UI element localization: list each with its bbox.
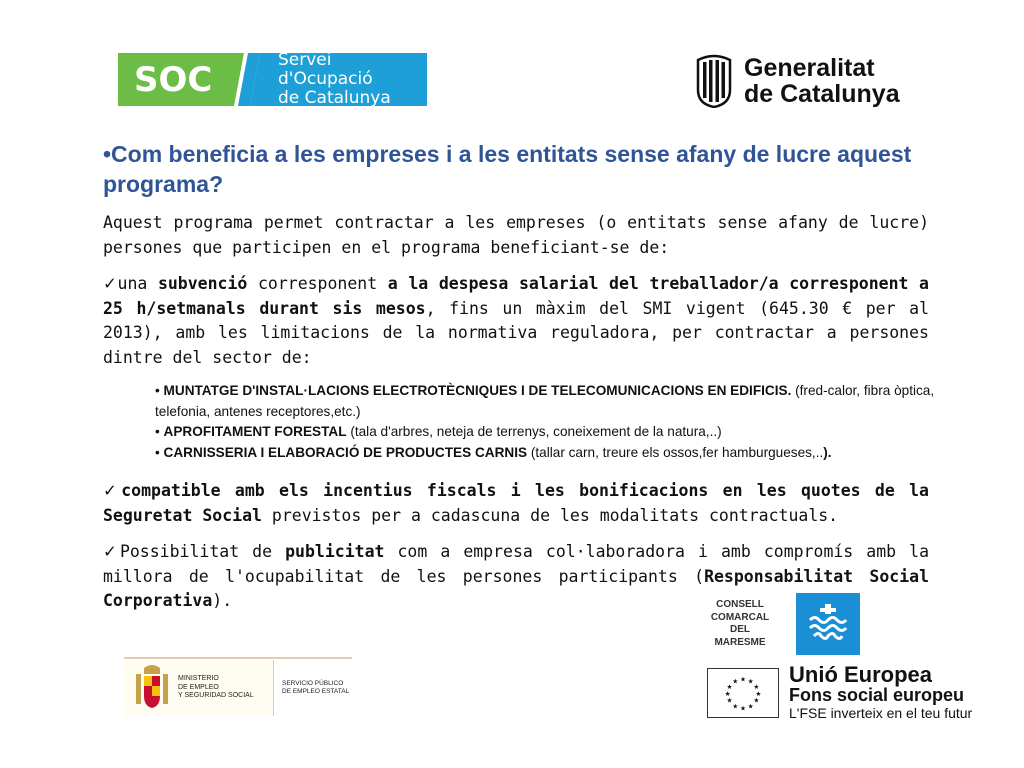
svg-text:★: ★ [753, 682, 760, 691]
sector-item [155, 443, 935, 464]
svg-text:★: ★ [755, 689, 762, 698]
sector-bullet: • [155, 424, 164, 439]
sepe-line2: DE EMPLEO ESTATAL [282, 688, 350, 695]
sector-detail: (fred-calor, fibra òptica, telefonia, antenes receptores,etc.) [155, 383, 935, 419]
sector-name: MUNTATGE D'INSTAL·LACIONS ELECTROTÈCNIQUES I DE TELECOMUNICACIONS EN EDIFICIS. [163, 383, 792, 398]
check-icon: ✓ [103, 481, 122, 500]
consell-text [706, 599, 774, 649]
consell-emblem-icon [796, 593, 860, 655]
benefit-publicity-text-c: com a empresa col·laboradora i amb compromís amb la millora de l'ocupabilitat de les persones participants ( [103, 542, 929, 586]
soc-logo-line2: de Catalunya [278, 88, 391, 108]
sector-item [155, 422, 935, 443]
ministerio-line1: MINISTERIO [178, 675, 219, 683]
consell-line2: COMARCAL [710, 611, 770, 623]
ministerio-line2: DE EMPLEO [178, 683, 219, 691]
ministerio-line3: Y SEGURIDAD SOCIAL [178, 692, 254, 700]
svg-text:★: ★ [726, 682, 733, 691]
consell-comarcal-logo [706, 593, 860, 655]
svg-text:★: ★ [753, 696, 760, 705]
generalitat-emblem-icon [696, 54, 732, 108]
svg-text:★: ★ [732, 701, 739, 710]
sector-name: CARNISSERIA I ELABORACIÓ DE PRODUCTES CARNIS [163, 444, 528, 460]
sector-list [155, 381, 935, 463]
svg-text:★: ★ [747, 676, 754, 685]
soc-logo [118, 50, 427, 108]
svg-text:★: ★ [724, 689, 731, 698]
eu-line1: Unió Europea [789, 662, 933, 687]
benefit-subsidy-text-a: una [117, 274, 158, 293]
spain-coat-of-arms-icon [132, 664, 172, 712]
benefit-subsidy-text-b: subvenció [157, 274, 248, 293]
check-icon: ✓ [103, 542, 120, 561]
consell-line1: CONSELL [716, 599, 764, 610]
benefit-publicity-text-a: Possibilitat de [119, 542, 286, 561]
generalitat-line2: de Catalunya [744, 80, 900, 108]
benefit-publicity-text-b: publicitat [285, 542, 385, 561]
generalitat-logo [696, 53, 900, 109]
sector-bullet: • [155, 444, 164, 460]
benefit-compatible-text-b: previstos per a cadascuna de les modalitats contractuals. [261, 505, 839, 525]
sepe-line1: SERVICIO PÚBLICO [282, 680, 344, 687]
waves-icon [806, 602, 850, 646]
eu-line3: L'FSE inverteix en el teu futur [789, 705, 973, 721]
benefit-subsidy [103, 272, 929, 370]
soc-logo-name [246, 50, 427, 108]
eu-flag-icon [707, 668, 779, 718]
sector-detail: (tallar carn, treure els ossos,fer hamburgueses,.. [527, 444, 824, 460]
benefit-subsidy-text-d: a la despesa salarial del treballador/a corresponent a 25 h/setmanals durant sis mesos [103, 274, 929, 318]
svg-text:★: ★ [739, 674, 747, 683]
sector-item [155, 381, 935, 422]
eu-line2: Fons social europeu [789, 685, 965, 705]
check-icon: ✓ [103, 274, 118, 293]
soc-logo-line1: Servei d'Ocupació [278, 50, 373, 89]
benefit-compatible-text-a: compatible amb els incentius fiscals i les bonificacions en les quotes de la Seguretat Social [103, 481, 929, 525]
benefit-publicity-text-d: Responsabilitat Social Corporativa [103, 566, 930, 610]
benefit-compatible [103, 479, 929, 528]
consell-line4: MARESME [714, 636, 766, 648]
benefit-publicity-text-e: ). [212, 591, 233, 610]
intro-paragraph: Aquest programa permet contractar a les empreses (o entitats sense afany de lucre) persones que participen en el programa beneficiant-se de: [103, 213, 929, 257]
sector-name: APROFITAMENT FORESTAL [163, 424, 347, 439]
consell-line3: DEL [730, 624, 750, 635]
sector-bullet: • [155, 383, 164, 398]
sector-detail-tail: ). [823, 444, 832, 460]
soc-logo-abbr: SOC [118, 53, 246, 106]
benefit-subsidy-text-c: corresponent [247, 274, 388, 293]
benefit-subsidy-text-e: , fins un màxim del SMI vigent (645.30 € per al 2013), amb les limitacions de la normativa reguladora, per contractar a persones dintre del sector de: [103, 298, 930, 367]
ministerio-empleo-logo [124, 657, 352, 717]
svg-text:★: ★ [732, 676, 739, 685]
soc-slash-shape [234, 53, 260, 106]
eu-fse-logo [707, 664, 972, 721]
sector-detail: (tala d'arbres, neteja de terrenys, coneixement de la natura,..) [346, 424, 722, 439]
sepe-text [282, 680, 349, 696]
svg-text:★: ★ [747, 701, 754, 710]
svg-text:★: ★ [739, 703, 747, 712]
svg-text:★: ★ [726, 696, 733, 705]
section-heading: •Com beneficia a les empreses i a les entitats sense afany de lucre aquest programa? [103, 141, 912, 197]
generalitat-line1: Generalitat [744, 54, 875, 82]
